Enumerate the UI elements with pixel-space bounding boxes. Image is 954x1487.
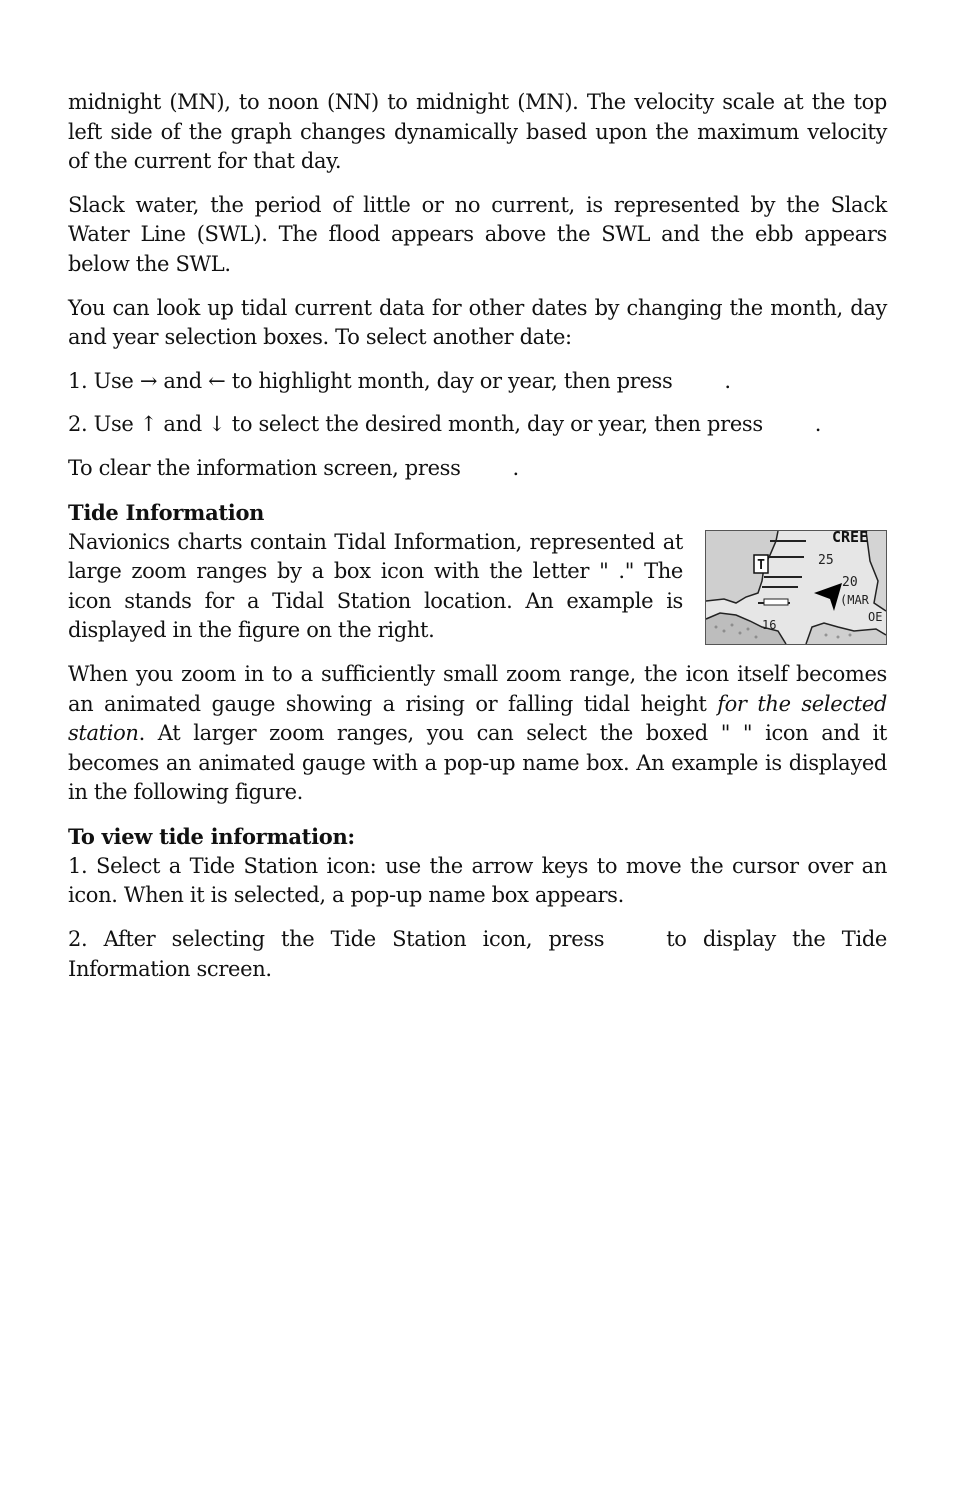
paragraph-tide-information: Navionics charts contain Tidal Information, represented at large zoom ranges by a box icon with the letter " ." The icon stands for a Tidal Station location. An example is displayed in the figure on the right.	[68, 529, 683, 643]
clear-end: .	[512, 455, 519, 480]
view-tide-heading: To view tide information:	[68, 823, 355, 849]
tide-station-letter: T	[757, 557, 765, 573]
depth-label-20: 20	[842, 574, 858, 590]
paragraph-zoom-gauge	[68, 660, 887, 808]
step2-end: .	[814, 412, 822, 437]
depth-label-16: 16	[762, 617, 777, 632]
step-select-station: 1. Select a Tide Station icon: use the arrow keys to move the cursor over an icon. When it is selected, a pop-up name box appears.	[68, 853, 887, 908]
tidal-station-figure	[705, 530, 887, 645]
document-page	[68, 88, 887, 998]
step-highlight-date	[68, 367, 887, 397]
zoom-text-b: . At larger zoom ranges, you can select the boxed " " icon and it becomes an animated gauge with a pop-up name box. An example is displayed in the following figure.	[68, 721, 887, 805]
depth-label-25: 25	[818, 552, 834, 568]
chart-screenshot	[706, 531, 886, 644]
place-label-mar: (MAR	[840, 592, 869, 607]
tide-information-heading: Tide Information	[68, 499, 265, 525]
step2-text: 2. Use ↑ and ↓ to select the desired month, day or year, then press	[68, 412, 763, 437]
place-label-cre: CREE	[832, 530, 869, 546]
paragraph-velocity-scale: midnight (MN), to noon (NN) to midnight (MN). The velocity scale at the top left side of the graph changes dynamically based upon the maximum velocity of the current for that day.	[68, 90, 887, 174]
place-label-ob: OE	[868, 609, 883, 624]
step1-text: 1. Use → and ← to highlight month, day or year, then press	[68, 368, 673, 393]
clear-text: To clear the information screen, press	[68, 455, 461, 480]
paragraph-clear-screen	[68, 454, 887, 484]
step-select-value	[68, 410, 887, 440]
view-step2-b: to display the Tide Information screen.	[68, 927, 887, 981]
zoom-text-a: When you zoom in to a sufficiently small zoom range, the icon itself becomes an animated gauge showing a rising or falling tidal height	[68, 661, 887, 716]
step1-end: .	[724, 368, 731, 393]
view-step2-a: 2. After selecting the Tide Station icon, press	[68, 927, 605, 952]
paragraph-select-date: You can look up tidal current data for other dates by changing the month, day and year selection boxes. To select another date:	[68, 295, 887, 350]
paragraph-slack-water: Slack water, the period of little or no current, is represented by the Slack Water Line (SWL). The flood appears above the SWL and the ebb appears below the SWL.	[68, 192, 887, 276]
zoom-text-italic: for the selected station	[68, 691, 887, 746]
step-display-tide-screen	[68, 925, 887, 984]
